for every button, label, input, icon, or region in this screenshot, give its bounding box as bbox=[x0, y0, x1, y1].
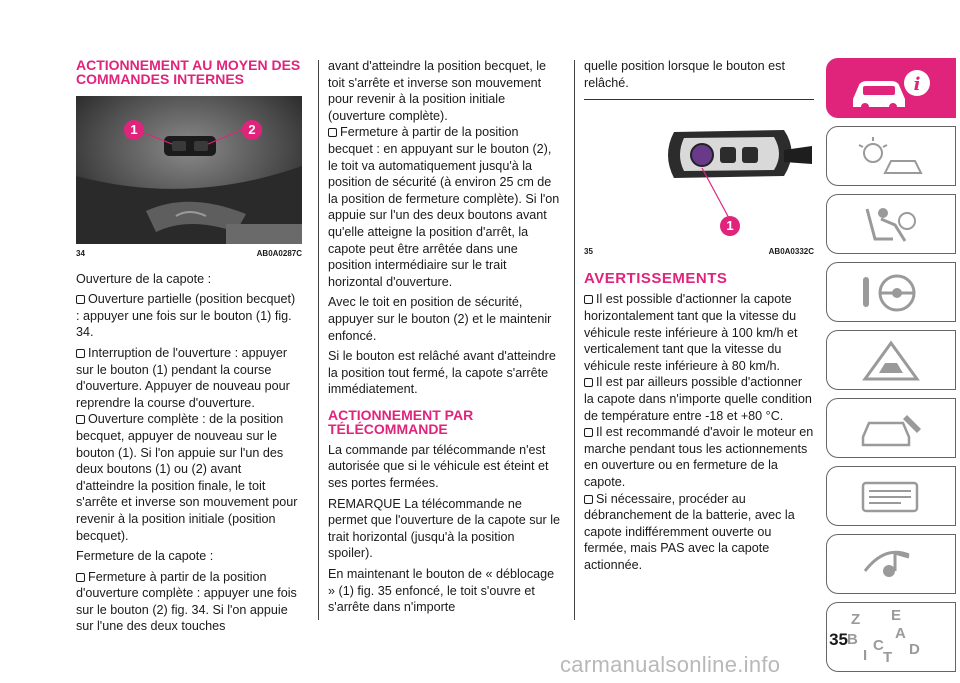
checkbox-bullet-icon bbox=[76, 349, 85, 358]
column-divider bbox=[318, 60, 319, 620]
figure-35 bbox=[584, 112, 814, 242]
column-divider bbox=[574, 60, 575, 620]
avert-item-1: Il est possible d'actionner la capote horizontalement tant que la vitesse du véhicule reste inférieure à 100 km/h et verticalement tant que la vitesse du véhicule reste inférieure à 80 km/h. bbox=[584, 292, 798, 373]
checkbox-bullet-icon bbox=[584, 378, 593, 387]
paragraph-securite: Avec le toit en position de sécurité, appuyer sur le bouton (2) et le maintenir enfoncé. bbox=[328, 295, 552, 343]
paragraph-relache: Si le bouton est relâché avant d'atteindre la position tout fermé, la capote s'arrête immédiatement. bbox=[328, 349, 556, 397]
checkbox-bullet-icon bbox=[76, 573, 85, 582]
column-1 bbox=[76, 58, 302, 639]
svg-text:i: i bbox=[913, 74, 921, 95]
figure-34 bbox=[76, 96, 302, 244]
checkbox-bullet-icon bbox=[76, 295, 85, 304]
tab-maintenance[interactable] bbox=[826, 398, 956, 458]
maintenance-car-icon bbox=[845, 405, 935, 453]
page-number: 35 bbox=[829, 630, 848, 649]
tab-car-info[interactable] bbox=[826, 58, 956, 118]
figure-number: 35 bbox=[584, 247, 593, 257]
paragraph-deblocage: En maintenant le bouton de « déblocage » (1) fig. 35 enfoncé, le toit s'ouvre et s'arrête dans n'importe bbox=[328, 567, 555, 615]
tab-safety[interactable] bbox=[826, 194, 956, 254]
checkbox-bullet-icon bbox=[328, 128, 337, 137]
avertissements-heading: AVERTISSEMENTS bbox=[584, 269, 728, 287]
continued-text: quelle position lorsque le bouton est relâché. bbox=[584, 59, 785, 90]
horizontal-rule bbox=[584, 99, 814, 100]
tab-specifications[interactable] bbox=[826, 466, 956, 526]
column-3 bbox=[584, 58, 814, 573]
figure-code: AB0A0332C bbox=[768, 247, 814, 257]
figure-caption-35 bbox=[584, 244, 814, 261]
callout-1: 1 bbox=[124, 120, 144, 140]
continued-text: avant d'atteindre la position becquet, le toit s'arrête et inverse son mouvement pour revenir à la position initiale (ouverture complète). bbox=[328, 59, 547, 123]
tab-emergency[interactable] bbox=[826, 330, 956, 390]
avert-item-4: Si nécessaire, procéder au débranchement de la batterie, avec la capote indifféremment ouverte ou fermée, mais PAS avec la capote actionnée. bbox=[584, 491, 795, 572]
warning-triangle-icon bbox=[845, 337, 935, 385]
tab-driving[interactable] bbox=[826, 262, 956, 322]
section-heading-commandes-internes: ACTIONNEMENT AU MOYEN DES COMMANDES INTERNES bbox=[76, 57, 301, 87]
dashboard-lights-icon bbox=[845, 133, 935, 181]
fermeture-item: Fermeture à partir de la position d'ouverture complète : appuyer une fois sur le bouton (2) fig. 34. Si l'on appuie sur l'une des deux touches bbox=[76, 569, 297, 634]
tab-multimedia[interactable] bbox=[826, 534, 956, 594]
car-info-icon bbox=[845, 65, 935, 113]
checkbox-bullet-icon bbox=[584, 428, 593, 437]
alphabetical-index-icon: Z E B A I C T D bbox=[847, 607, 920, 666]
ouverture-title: Ouverture de la capote : bbox=[76, 271, 212, 286]
interior-buttons-photo bbox=[76, 96, 302, 244]
checkbox-bullet-icon bbox=[584, 495, 593, 504]
specifications-icon bbox=[845, 473, 935, 521]
tab-dashboard-lights[interactable] bbox=[826, 126, 956, 186]
section-heading-telecommande: ACTIONNEMENT PAR TÉLÉCOMMANDE bbox=[328, 406, 474, 437]
steering-wheel-icon bbox=[845, 269, 935, 317]
callout-1: 1 bbox=[720, 216, 740, 236]
callout-2: 2 bbox=[242, 120, 262, 140]
checkbox-bullet-icon bbox=[76, 415, 85, 424]
figure-caption-34 bbox=[76, 246, 302, 263]
checkbox-bullet-icon bbox=[584, 295, 593, 304]
paragraph-remarque: REMARQUE La télécommande ne permet que l'ouverture de la capote sur le trait horizontal (jusqu'à la position spoiler). bbox=[328, 496, 561, 561]
avert-item-2: Il est par ailleurs possible d'actionner la capote dans n'importe quelle condition de température entre -18 et +80 °C. bbox=[584, 375, 812, 423]
ouverture-item-3: Ouverture complète : de la position becquet, appuyer de nouveau sur le bouton (1). Si l'on appuie sur l'un des deux boutons (1) ou (2) avant d'atteindre la position finale, le toit s'arrête et inverse son mouvement pour revenir à la position initiale (position becquet). bbox=[76, 412, 298, 543]
fermeture-becquet-item: Fermeture à partir de la position becquet : en appuyant sur le bouton (2), le toit va automatiquement jusqu'à la position de sécurité (à environ 25 cm de la position de fermeture complète). Si l'on appuie sur l'un des deux boutons avant qu'elle atteigne la position d'arrêt, la capote peut être arrêtée dans une position intermédiaire sur le trait horizontal d'ouverture. bbox=[328, 125, 560, 289]
figure-code: AB0A0287C bbox=[256, 249, 302, 258]
ouverture-item-2: Interruption de l'ouverture : appuyer sur le bouton (1) pendant la course d'ouverture. Appuyer de nouveau pour reprendre la course d'ouverture. bbox=[76, 345, 290, 410]
watermark: carmanualsonline.info bbox=[560, 652, 781, 677]
avert-item-3: Il est recommandé d'avoir le moteur en marche pendant tous les actionnements en ouverture ou en fermeture de la capote. bbox=[584, 425, 814, 489]
figure-number: 34 bbox=[76, 249, 85, 258]
ouverture-item-1: Ouverture partielle (position becquet) : appuyer une fois sur le bouton (1) fig. 34. bbox=[76, 292, 296, 340]
column-2 bbox=[328, 58, 562, 620]
multimedia-icon bbox=[845, 541, 935, 589]
fermeture-title: Fermeture de la capote : bbox=[76, 549, 214, 564]
remote-key-photo bbox=[584, 112, 814, 242]
airbag-seat-icon bbox=[845, 201, 935, 249]
paragraph-autorisee: La commande par télécommande n'est autorisée que si le véhicule est éteint et ses portes fermées. bbox=[328, 442, 549, 491]
